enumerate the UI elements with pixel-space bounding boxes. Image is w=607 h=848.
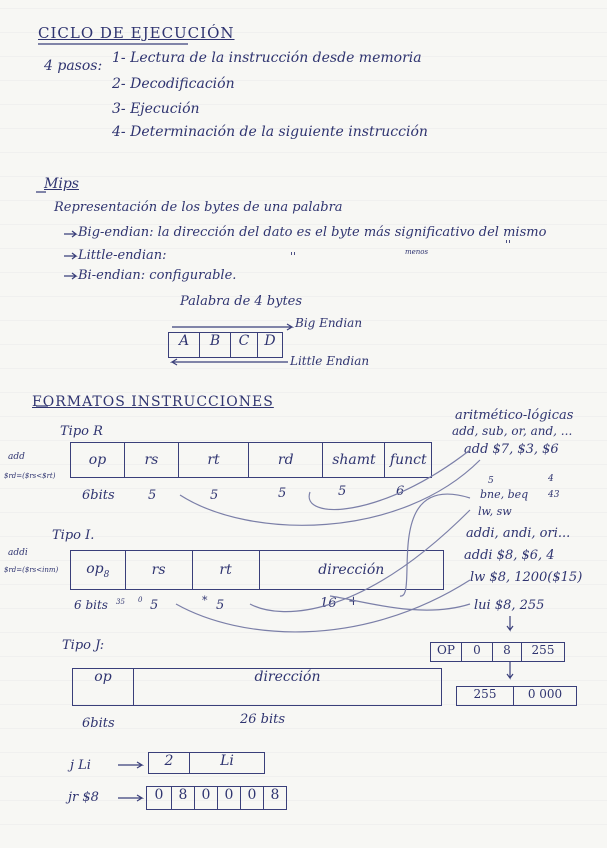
tipo-r-side2: $rd=($rs<$rt) bbox=[4, 472, 56, 480]
i-bits-dir: 16 bbox=[320, 596, 337, 611]
aritmetico-label: aritmético-lógicas bbox=[455, 408, 574, 423]
little-endian-label: Little Endian bbox=[290, 354, 370, 368]
aritmetico-list: add, sub, or, and, ... bbox=[452, 424, 573, 438]
mips-title: Mips bbox=[44, 176, 79, 192]
field-op-i-label: op bbox=[86, 560, 104, 577]
field-rs-i: rs bbox=[125, 551, 192, 590]
lui-box1-0: 0 bbox=[462, 643, 493, 661]
bne-note-43: 43 bbox=[548, 490, 560, 500]
field-rs: rs bbox=[124, 443, 178, 478]
tipo-i-table bbox=[70, 550, 444, 590]
lui-box2-255: 255 bbox=[457, 687, 514, 705]
field-shamt: shamt bbox=[323, 443, 385, 478]
jr-label: jr $8 bbox=[68, 790, 99, 805]
r-bits-shamt: 5 bbox=[338, 484, 347, 499]
ditto-2: '' bbox=[505, 238, 512, 251]
field-op: op bbox=[71, 443, 125, 478]
bne-note-4: 4 bbox=[548, 474, 554, 484]
field-rt: rt bbox=[178, 443, 248, 478]
tipo-r-side1: add bbox=[8, 452, 25, 462]
jli-label: j Li bbox=[70, 758, 91, 773]
jr-box-1: 8 bbox=[172, 787, 195, 809]
byte-d: D bbox=[264, 333, 276, 349]
palabra-label: Palabra de 4 bytes bbox=[180, 294, 303, 309]
byte-a: A bbox=[169, 333, 200, 357]
lui-box-1 bbox=[430, 642, 565, 662]
step-3: 3- Ejecución bbox=[112, 101, 200, 117]
r-bits-rd: 5 bbox=[278, 486, 287, 501]
i-note-plus: + bbox=[348, 594, 359, 609]
lui-box2-zeros: 0 000 bbox=[527, 687, 563, 701]
jr-box-4: 0 bbox=[241, 787, 264, 809]
step-1: 1- Lectura de la instrucción desde memoria bbox=[112, 50, 422, 66]
i-note-star: * bbox=[202, 594, 208, 607]
lui-example: lui $8, 255 bbox=[474, 598, 545, 613]
tipo-i-side1: addi bbox=[8, 548, 28, 558]
tipo-i-side2: $rd=($rs<inm) bbox=[4, 566, 59, 574]
jli-box-li: Li bbox=[220, 753, 234, 769]
formatos-title: FORMATOS INSTRUCCIONES bbox=[32, 394, 274, 410]
addi-example: addi $8, $6, 4 bbox=[464, 548, 555, 563]
jr-boxes bbox=[146, 786, 287, 810]
ciclo-title: CICLO DE EJECUCIÓN bbox=[38, 24, 235, 42]
mips-bullet: Representación de los bytes de una palabra bbox=[54, 200, 343, 215]
byte-boxes bbox=[168, 332, 283, 358]
field-op-i-sub: 8 bbox=[103, 569, 110, 580]
lw-example: lw $8, 1200($15) bbox=[470, 570, 583, 585]
add-example: add $7, $3, $6 bbox=[464, 442, 559, 457]
field-funct: funct bbox=[385, 443, 432, 478]
tipo-j-label: Tipo J: bbox=[62, 638, 105, 653]
lui-box1-8: 8 bbox=[493, 643, 522, 661]
lui-box1-255: 255 bbox=[531, 643, 555, 657]
lw-sw: lw, sw bbox=[478, 505, 512, 518]
r-bits-rt: 5 bbox=[210, 488, 219, 503]
jr-box-0: 0 bbox=[147, 787, 172, 809]
i-note-0: 0 bbox=[138, 596, 143, 604]
field-rt-i: rt bbox=[192, 551, 259, 590]
jr-box-3: 0 bbox=[218, 787, 241, 809]
r-bits-op: 6bits bbox=[82, 488, 115, 503]
tipo-i-label: Tipo I. bbox=[52, 528, 95, 543]
i-bits-op: 6 bits bbox=[74, 598, 108, 612]
i-note-35: 35 bbox=[116, 598, 125, 606]
jr-box-2: 0 bbox=[195, 787, 218, 809]
i-bits-rt: 5 bbox=[216, 598, 225, 613]
lui-box-2 bbox=[456, 686, 577, 706]
lui-box1-op: OP bbox=[431, 643, 462, 661]
r-bits-rs: 5 bbox=[148, 488, 157, 503]
step-4: 4- Determinación de la siguiente instrucción bbox=[112, 124, 428, 140]
jli-box-2: 2 bbox=[149, 753, 190, 773]
fases-label: 4 pasos: bbox=[44, 58, 103, 74]
tipo-r-label: Tipo R bbox=[60, 424, 103, 439]
tipo-j-table bbox=[72, 668, 442, 706]
menos-note: menos bbox=[405, 248, 429, 256]
ditto-1: '' bbox=[290, 250, 297, 263]
field-op-j: op bbox=[73, 669, 134, 706]
big-endian-def: Big-endian: la dirección del dato es el byte más significativo del mismo bbox=[78, 225, 547, 240]
r-bits-funct: 6 bbox=[396, 484, 405, 499]
little-endian-def: Little-endian: bbox=[78, 248, 167, 263]
jli-boxes bbox=[148, 752, 265, 774]
bne-note-5: 5 bbox=[488, 476, 494, 486]
byte-c: C bbox=[231, 333, 258, 357]
jr-box-5: 8 bbox=[270, 787, 280, 803]
i-bits-rs: 5 bbox=[150, 598, 159, 613]
j-bits-op: 6bits bbox=[82, 716, 115, 731]
step-2: 2- Decodificación bbox=[112, 76, 235, 92]
tipo-r-table bbox=[70, 442, 432, 478]
bne-beq: bne, beq bbox=[480, 488, 529, 501]
field-op-i bbox=[71, 551, 126, 590]
big-endian-label: Big Endian bbox=[295, 316, 363, 330]
byte-b: B bbox=[200, 333, 231, 357]
addi-list: addi, andi, ori... bbox=[466, 526, 571, 541]
field-direccion-i: dirección bbox=[259, 551, 443, 590]
field-rd: rd bbox=[249, 443, 323, 478]
j-bits-dir: 26 bits bbox=[240, 712, 286, 727]
field-direccion-j: dirección bbox=[134, 669, 442, 706]
bi-endian-def: Bi-endian: configurable. bbox=[78, 268, 237, 283]
